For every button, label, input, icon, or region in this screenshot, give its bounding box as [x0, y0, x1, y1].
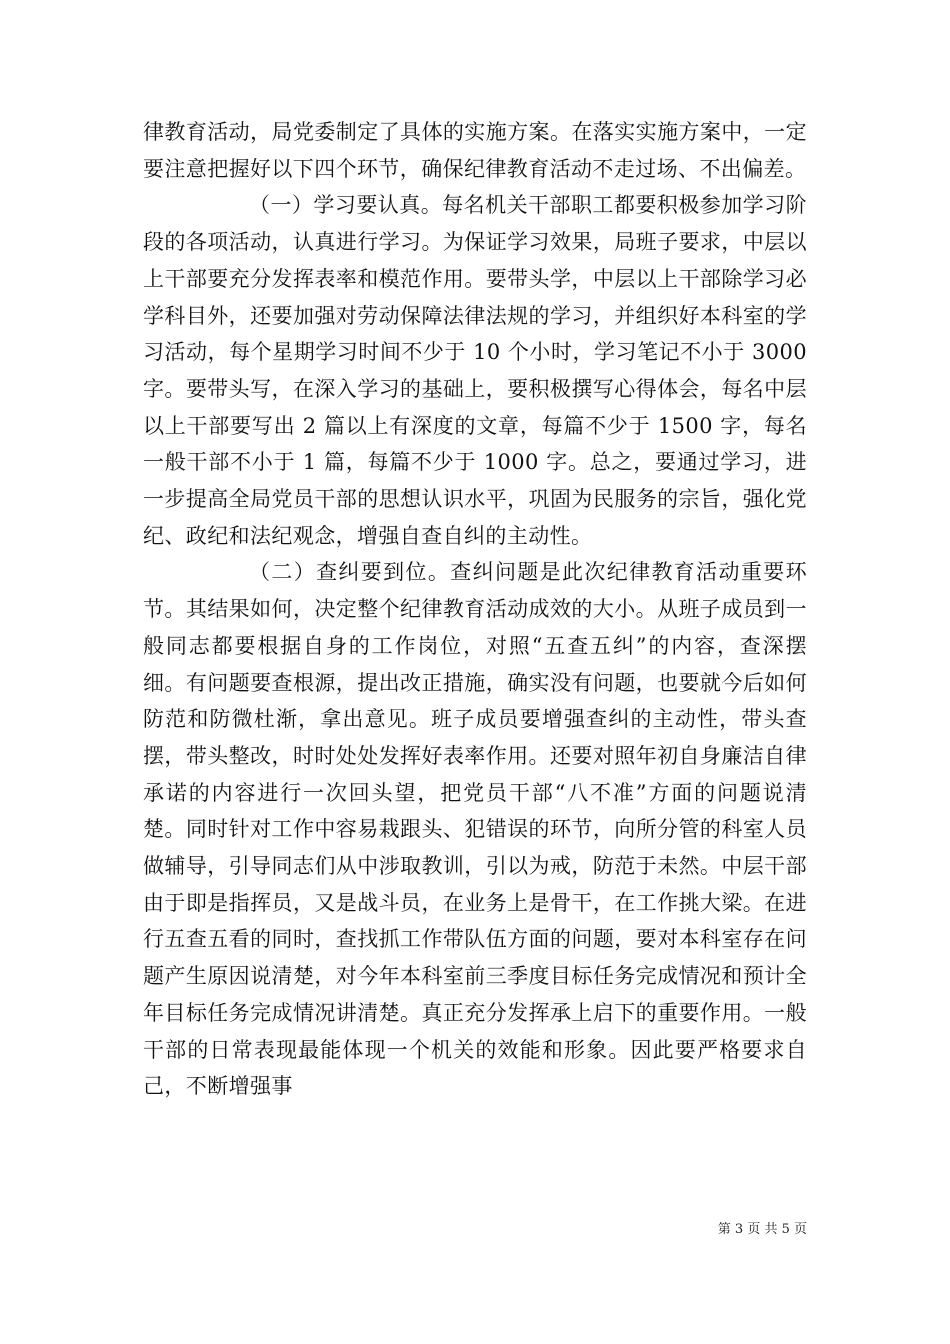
paragraph-intro: 律教育活动，局党委制定了具体的实施方案。在落实实施方案中，一定要注意把握好以下四个环节，确保纪律教育活动不走过场、不出偏差。 [143, 120, 807, 181]
paragraph-correction: （二）查纠要到位。查纠问题是此次纪律教育活动重要环节。其结果如何，决定整个纪律教育活动成效的大小。从班子成员到一般同志都要根据自身的工作岗位，对照“五查五纠”的内容，查深摆细。有问题要查根源，提出改正措施，确实没有问题，也要就今后如何防范和防微杜渐，拿出意见。班子成员要增强查纠的主动性，带头查摆，带头整改，时时处处发挥好表率作用。还要对照年初自身廉洁自律承诺的内容进行一次回头望，把党员干部“八不准”方面的问题说清楚。同时针对工作中容易栽跟头、犯错误的环节，向所分管的科室人员做辅导，引导同志们从中涉取教训，引以为戒，防范于未然。中层干部由于即是指挥员，又是战斗员，在业务上是骨干，在工作挑大梁。在进行五查五看的同时，查找抓工作带队伍方面的问题，要对本科室存在问题产生原因说清楚，对今年本科室前三季度目标任务完成情况和预计全年目标任务完成情况讲清楚。真正充分发挥承上启下的重要作用。一般干部的日常表现最能体现一个机关的效能和形象。因此要严格要求自己，不断增强事 [143, 560, 807, 1099]
document-body [143, 114, 807, 1105]
paragraph-study: （一）学习要认真。每名机关干部职工都要积极参加学习阶段的各项活动，认真进行学习。为保证学习效果，局班子要求，中层以上干部要充分发挥表率和模范作用。要带头学，中层以上干部除学习必学科目外，还要加强对劳动保障法律法规的学习，并组织好本科室的学习活动，每个星期学习时间不少于 10 个小时，学习笔记不小于 3000 字。要带头写，在深入学习的基础上，要积极撰写心得体会，每名中层以上干部要写出 2 篇以上有深度的文章，每篇不少于 1500 字，每名一般干部不小于 1 篇，每篇不少于 1000 字。总之，要通过学习，进一步提高全局党员干部的思想认识水平，巩固为民服务的宗旨，强化党纪、政纪和法纪观念，增强自查自纠的主动性。 [143, 193, 807, 548]
page-number-footer: 第 3 页 共 5 页 [717, 1222, 807, 1237]
